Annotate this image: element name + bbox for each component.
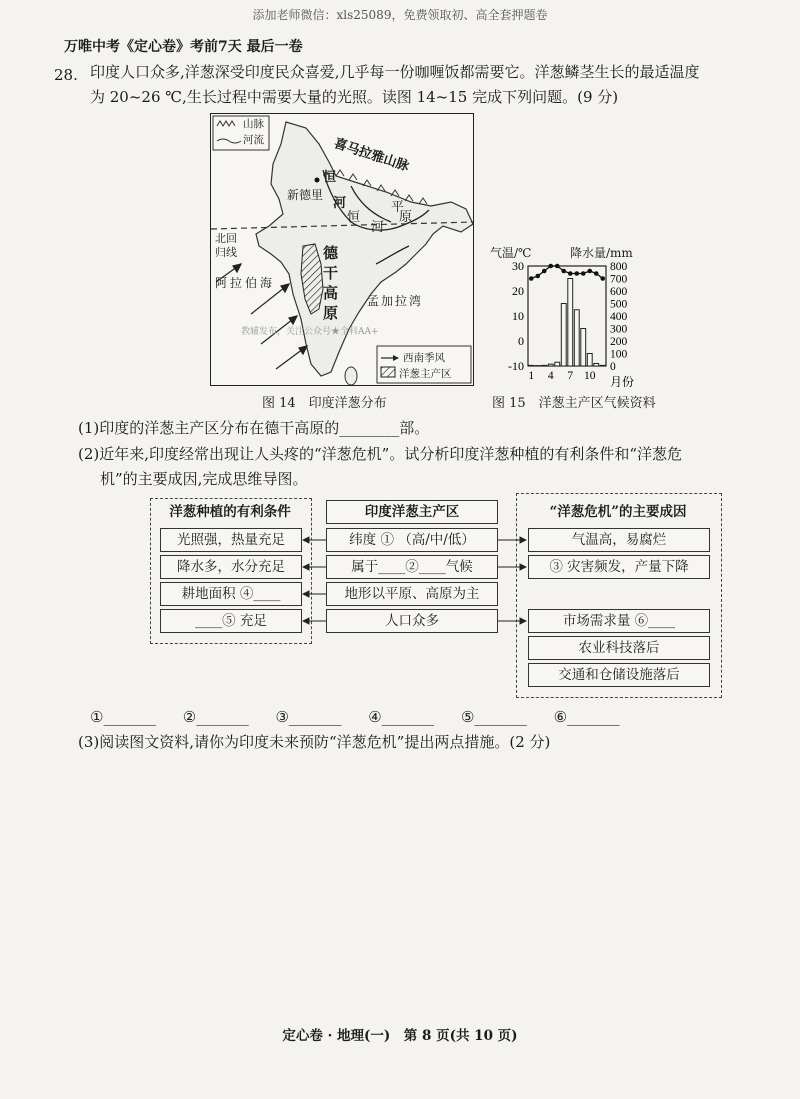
y-right-tick-label: 500 [610, 298, 628, 311]
figure15-caption: 图 15 洋葱主产区气候资料 [492, 396, 656, 411]
mindmap-center-item-4: 人口众多 [326, 609, 498, 633]
mindmap-left-title: 洋葱种植的有利条件 [169, 504, 291, 520]
x-axis-label: 月份 [610, 375, 635, 389]
y-right-tick-label: 200 [610, 336, 628, 348]
y-right-tick-label: 100 [610, 348, 628, 361]
x-tick-label: 4 [547, 370, 554, 382]
question-number: 28. [54, 66, 78, 84]
mindmap-right-item-4: 农业科技落后 [528, 636, 710, 660]
answer-blank-3[interactable]: _______ [288, 708, 342, 726]
y-right-tick-label: 300 [610, 323, 628, 336]
arabian-sea-label: 阿拉伯海 [215, 276, 276, 290]
mindmap-center-title: 印度洋葱主产区 [326, 500, 498, 524]
answer-blank-2[interactable]: _______ [196, 708, 249, 726]
ganges-label-b: 河 [333, 196, 347, 211]
plain-label-b: 河 [371, 220, 385, 235]
y-left-tick-label: -10 [508, 359, 524, 373]
plain-label-a: 恒 [347, 210, 361, 225]
y-right-axis-label: 降水量/mm [570, 246, 633, 260]
answer-blanks [90, 708, 620, 726]
deccan-label-1: 德 [323, 244, 339, 262]
mindmap-left-item-1: 光照强，热量充足 [160, 528, 302, 552]
legend-mountain-label: 山脉 [243, 118, 264, 130]
answer-label-1: ① [90, 708, 104, 726]
mindmap-right-item-1: 气温高，易腐烂 [528, 528, 710, 552]
question-text-line2: 为 20~26 ℃,生长过程中需要大量的光照。读图 14~15 完成下列问题。(9 分) [90, 88, 619, 106]
deccan-label-2: 干 [323, 264, 339, 282]
mindmap-left-item-3: 耕地面积 ④____ [160, 582, 302, 606]
mindmap-right-item-2: ③ 灾害频发，产量下降 [528, 555, 710, 579]
figure14-caption: 图 14 印度洋葱分布 [262, 396, 387, 411]
y-left-tick-label: 20 [512, 284, 524, 298]
mindmap-center-item-1: 纬度 ① （高/中/低） [326, 528, 498, 552]
y-right-tick-label: 800 [610, 261, 628, 273]
answer-blank-1[interactable]: _______ [103, 708, 156, 726]
y-right-tick-label: 700 [610, 273, 628, 286]
plain-label-c: 平 [391, 200, 405, 215]
x-tick-label: 7 [567, 370, 574, 382]
legend-river-label: 河流 [243, 134, 264, 146]
y-right-tick-label: 400 [610, 311, 628, 323]
answer-label-3: ③ [275, 708, 289, 726]
deccan-label-3: 高 [323, 284, 339, 302]
bengal-bay-label: 孟加拉湾 [367, 294, 424, 308]
mindmap-right-item-3: 市场需求量 ⑥____ [528, 609, 710, 633]
answer-label-5: ⑤ [460, 708, 475, 726]
mindmap-center-item-3: 地形以平原、高原为主 [326, 582, 498, 606]
y-left-axis-label: 气温/℃ [490, 246, 532, 260]
mindmap-left-item-4: ____⑤ 充足 [160, 609, 302, 633]
mindmap-left-item-2: 降水多，水分充足 [160, 555, 302, 579]
answer-label-2: ② [182, 708, 197, 726]
plain-label-d: 原 [399, 210, 413, 225]
mindmap-right-title: “洋葱危机”的主要成因 [549, 504, 687, 520]
stamp-text: 教辅发布，关注公众号★全科AA+ [241, 327, 379, 337]
mindmap-center-item-2: 属于____②____气候 [326, 555, 498, 579]
sub1-text-before: (1)印度的洋葱主产区分布在德干高原的 [78, 419, 340, 437]
y-left-tick-label: 30 [512, 259, 524, 273]
legend-monsoon-label: 西南季风 [403, 352, 445, 364]
exam-header: 万唯中考《定心卷》考前7天 最后一卷 [64, 39, 303, 55]
himalaya-label: 喜马拉雅山脉 [331, 136, 411, 175]
answer-label-6: ⑥ [553, 708, 568, 726]
answer-blank-4[interactable]: _______ [381, 708, 435, 726]
tropic-label-a: 北回 [215, 232, 237, 245]
mindmap-right-item-5: 交通和仓储设施落后 [528, 663, 710, 687]
y-left-tick-label: 0 [518, 334, 524, 348]
answer-blank-6[interactable]: _______ [567, 708, 620, 726]
top-watermark: 添加老师微信：xls25089，免费领取初、高全套押题卷 [252, 8, 548, 22]
question-text-line1: 印度人口众多,洋葱深受印度民众喜爱,几乎每一份咖喱饭都需要它。洋葱鳞茎生长的最适温度 [90, 63, 700, 81]
y-right-tick-label: 0 [610, 361, 616, 373]
y-left-tick-label: 10 [512, 309, 524, 323]
newdelhi-label: 新德里 [287, 188, 324, 202]
sub-question-2-line2: 机”的主要成因,完成思维导图。 [100, 470, 308, 488]
page-footer: 定心卷 · 地理(一) 第 8 页(共 10 页) [282, 1028, 518, 1044]
y-right-tick-label: 600 [610, 286, 628, 298]
ganges-label-a: 恒 [323, 170, 337, 185]
deccan-label-4: 原 [323, 304, 339, 322]
sub-question-2-line1: (2)近年来,印度经常出现让人头疼的“洋葱危机”。试分析印度洋葱种植的有利条件和“洋葱危 [78, 445, 683, 463]
sub1-blank[interactable]: ________ [339, 419, 400, 437]
x-tick-label: 1 [528, 370, 535, 382]
sub1-text-after: 部。 [399, 419, 430, 437]
tropic-label-b: 归线 [215, 246, 237, 259]
x-tick-label: 10 [584, 370, 596, 382]
answer-blank-5[interactable]: _______ [474, 708, 527, 726]
answer-label-4: ④ [368, 708, 382, 726]
sub-question-3: (3)阅读图文资料,请你为印度未来预防“洋葱危机”提出两点措施。(2 分) [78, 733, 551, 751]
legend-onion-label: 洋葱主产区 [399, 368, 452, 380]
